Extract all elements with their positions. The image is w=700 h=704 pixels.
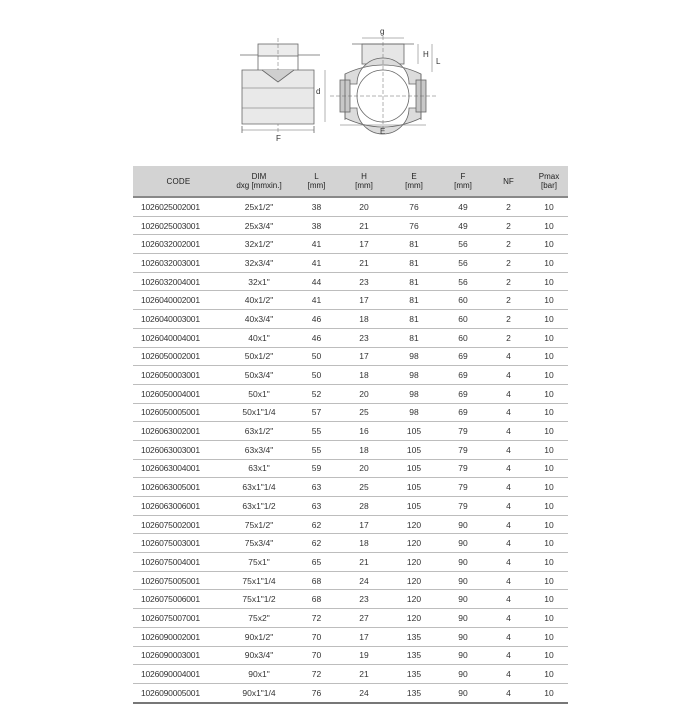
cell-pmax: 10 [530,235,568,254]
cell-dim: 50x1/2" [224,347,294,366]
cell-l: 50 [294,366,339,385]
cell-l: 41 [294,291,339,310]
cell-e: 135 [389,665,439,684]
cell-f: 69 [439,384,487,403]
table-row [133,440,568,459]
cell-dim: 75x1" [224,553,294,572]
table-row [133,235,568,254]
cell-h: 25 [339,403,389,422]
cell-pmax: 10 [530,272,568,291]
cell-f: 69 [439,403,487,422]
cell-e: 98 [389,384,439,403]
table-row [133,347,568,366]
cell-h: 18 [339,310,389,329]
table-row [133,571,568,590]
cell-l: 50 [294,347,339,366]
cell-dim: 40x1/2" [224,291,294,310]
cell-l: 68 [294,571,339,590]
cell-e: 120 [389,553,439,572]
cell-nf: 4 [487,422,530,441]
cell-code: 1026090004001 [133,665,224,684]
cell-l: 38 [294,197,339,216]
cell-l: 52 [294,384,339,403]
cell-dim: 75x1/2" [224,515,294,534]
cell-f: 69 [439,366,487,385]
cell-l: 68 [294,590,339,609]
cell-code: 1026025003001 [133,216,224,235]
cell-code: 1026090003001 [133,646,224,665]
cell-nf: 4 [487,571,530,590]
cell-f: 90 [439,683,487,702]
cell-h: 17 [339,347,389,366]
cell-h: 21 [339,553,389,572]
cell-f: 60 [439,310,487,329]
cell-nf: 4 [487,478,530,497]
cell-h: 18 [339,534,389,553]
cell-dim: 75x3/4" [224,534,294,553]
cell-e: 81 [389,310,439,329]
cell-e: 105 [389,422,439,441]
cell-e: 81 [389,235,439,254]
header-nf: NF [487,166,530,197]
cell-code: 1026075005001 [133,571,224,590]
dim-label-h: H [423,50,429,59]
specification-table [133,166,568,704]
table-row [133,422,568,441]
cell-nf: 4 [487,590,530,609]
cell-l: 55 [294,422,339,441]
cell-nf: 4 [487,366,530,385]
cell-h: 25 [339,478,389,497]
cell-nf: 2 [487,235,530,254]
table-row [133,310,568,329]
cell-f: 79 [439,497,487,516]
cell-h: 17 [339,515,389,534]
cell-code: 1026063006001 [133,497,224,516]
cell-h: 19 [339,646,389,665]
cell-l: 46 [294,328,339,347]
cell-h: 18 [339,440,389,459]
cell-l: 55 [294,440,339,459]
cell-h: 17 [339,291,389,310]
cell-pmax: 10 [530,422,568,441]
table-row [133,216,568,235]
table-row [133,627,568,646]
cell-l: 41 [294,254,339,273]
header-pmax: Pmax [bar] [530,166,568,197]
cell-code: 1026032002001 [133,235,224,254]
cell-nf: 4 [487,347,530,366]
cell-h: 17 [339,235,389,254]
cell-nf: 2 [487,216,530,235]
cell-code: 1026050002001 [133,347,224,366]
cell-code: 1026075007001 [133,609,224,628]
cell-l: 57 [294,403,339,422]
dim-label-e: E [380,127,386,136]
cell-pmax: 10 [530,384,568,403]
cell-nf: 4 [487,627,530,646]
cell-pmax: 10 [530,515,568,534]
cell-f: 56 [439,272,487,291]
cell-pmax: 10 [530,459,568,478]
table-row [133,366,568,385]
cell-dim: 63x1"1/4 [224,478,294,497]
cell-l: 41 [294,235,339,254]
table-row [133,197,568,216]
cell-nf: 2 [487,272,530,291]
cell-h: 20 [339,459,389,478]
cell-e: 76 [389,216,439,235]
cell-code: 1026075006001 [133,590,224,609]
cell-pmax: 10 [530,590,568,609]
cell-dim: 32x1" [224,272,294,291]
cell-nf: 4 [487,515,530,534]
table-row [133,403,568,422]
dim-label-f: F [276,134,281,143]
cell-f: 79 [439,422,487,441]
cell-pmax: 10 [530,683,568,702]
table-row [133,534,568,553]
table-row [133,609,568,628]
cell-pmax: 10 [530,534,568,553]
cell-e: 120 [389,515,439,534]
cell-dim: 32x1/2" [224,235,294,254]
cell-nf: 4 [487,665,530,684]
cell-h: 24 [339,571,389,590]
cell-code: 1026050004001 [133,384,224,403]
cell-code: 1026063003001 [133,440,224,459]
cell-nf: 4 [487,646,530,665]
cell-code: 1026063005001 [133,478,224,497]
cell-e: 105 [389,440,439,459]
cell-e: 81 [389,328,439,347]
cell-dim: 40x3/4" [224,310,294,329]
cell-dim: 63x1"1/2 [224,497,294,516]
table-row [133,665,568,684]
cell-e: 81 [389,254,439,273]
cell-l: 63 [294,497,339,516]
cell-code: 1026075004001 [133,553,224,572]
saddle-fitting-drawing [0,0,700,160]
cell-l: 62 [294,515,339,534]
cell-pmax: 10 [530,571,568,590]
cell-dim: 50x1"1/4 [224,403,294,422]
cell-pmax: 10 [530,646,568,665]
cell-nf: 4 [487,403,530,422]
cell-code: 1026040002001 [133,291,224,310]
table-row [133,272,568,291]
cell-pmax: 10 [530,216,568,235]
cell-l: 65 [294,553,339,572]
cell-dim: 50x3/4" [224,366,294,385]
cell-f: 90 [439,553,487,572]
cell-f: 90 [439,646,487,665]
cell-h: 21 [339,665,389,684]
cell-code: 1026032004001 [133,272,224,291]
table-row [133,590,568,609]
cell-pmax: 10 [530,366,568,385]
table-row [133,478,568,497]
cell-pmax: 10 [530,310,568,329]
cell-pmax: 10 [530,609,568,628]
cell-h: 16 [339,422,389,441]
header-e: E [mm] [389,166,439,197]
cell-l: 70 [294,627,339,646]
cell-pmax: 10 [530,254,568,273]
cell-h: 20 [339,384,389,403]
cell-code: 1026040004001 [133,328,224,347]
cell-f: 90 [439,627,487,646]
cell-e: 105 [389,497,439,516]
cell-f: 90 [439,515,487,534]
cell-code: 1026090005001 [133,683,224,702]
table-header-row [133,166,568,197]
cell-h: 24 [339,683,389,702]
cell-h: 21 [339,254,389,273]
cell-h: 21 [339,216,389,235]
cell-f: 79 [439,459,487,478]
cell-nf: 4 [487,683,530,702]
header-h: H [mm] [339,166,389,197]
cell-l: 38 [294,216,339,235]
table-row [133,384,568,403]
cell-f: 49 [439,197,487,216]
cell-dim: 75x1"1/4 [224,571,294,590]
cell-pmax: 10 [530,440,568,459]
cell-h: 23 [339,272,389,291]
cell-dim: 75x2" [224,609,294,628]
side-view [240,38,320,133]
dim-label-d: d [316,87,321,96]
header-f: F [mm] [439,166,487,197]
cell-f: 60 [439,291,487,310]
cell-dim: 63x1" [224,459,294,478]
cell-h: 23 [339,328,389,347]
cell-dim: 25x3/4" [224,216,294,235]
cell-nf: 4 [487,459,530,478]
cell-nf: 2 [487,310,530,329]
cell-dim: 40x1" [224,328,294,347]
technical-drawing [0,0,700,160]
cell-l: 62 [294,534,339,553]
cell-nf: 2 [487,328,530,347]
cell-h: 20 [339,197,389,216]
table-row [133,459,568,478]
cell-code: 1026075003001 [133,534,224,553]
cell-h: 27 [339,609,389,628]
cell-nf: 4 [487,440,530,459]
cell-l: 76 [294,683,339,702]
cell-e: 81 [389,272,439,291]
cell-e: 98 [389,366,439,385]
cell-dim: 63x3/4" [224,440,294,459]
table-row [133,254,568,273]
cell-dim: 90x1" [224,665,294,684]
cell-dim: 32x3/4" [224,254,294,273]
cell-code: 1026063002001 [133,422,224,441]
cell-f: 90 [439,590,487,609]
cell-l: 63 [294,478,339,497]
cell-f: 56 [439,254,487,273]
cell-e: 98 [389,403,439,422]
cell-dim: 63x1/2" [224,422,294,441]
cell-pmax: 10 [530,347,568,366]
cell-l: 70 [294,646,339,665]
cell-dim: 25x1/2" [224,197,294,216]
cell-nf: 4 [487,384,530,403]
table-row [133,515,568,534]
table-row [133,553,568,572]
table-body [133,197,568,703]
cell-h: 28 [339,497,389,516]
table-row [133,646,568,665]
table-row [133,291,568,310]
cell-nf: 2 [487,197,530,216]
cell-nf: 2 [487,291,530,310]
cell-dim: 90x1"1/4 [224,683,294,702]
cell-e: 120 [389,590,439,609]
cell-pmax: 10 [530,197,568,216]
cell-code: 1026063004001 [133,459,224,478]
cell-e: 135 [389,683,439,702]
cell-f: 90 [439,534,487,553]
cell-nf: 4 [487,609,530,628]
cell-code: 1026040003001 [133,310,224,329]
header-dim: DIM dxg [mmxin.] [224,166,294,197]
cell-f: 49 [439,216,487,235]
cell-nf: 4 [487,553,530,572]
cell-code: 1026025002001 [133,197,224,216]
cell-e: 120 [389,534,439,553]
cell-h: 17 [339,627,389,646]
cell-l: 72 [294,665,339,684]
cell-dim: 50x1" [224,384,294,403]
cell-pmax: 10 [530,553,568,572]
cell-e: 76 [389,197,439,216]
cell-pmax: 10 [530,478,568,497]
cell-e: 135 [389,627,439,646]
cell-pmax: 10 [530,497,568,516]
cell-h: 23 [339,590,389,609]
front-view [325,36,436,134]
cell-code: 1026050003001 [133,366,224,385]
cell-l: 59 [294,459,339,478]
cell-code: 1026032003001 [133,254,224,273]
cell-f: 90 [439,609,487,628]
cell-f: 79 [439,440,487,459]
cell-pmax: 10 [530,627,568,646]
cell-h: 18 [339,366,389,385]
cell-nf: 4 [487,534,530,553]
cell-e: 105 [389,459,439,478]
cell-l: 72 [294,609,339,628]
header-l: L [mm] [294,166,339,197]
cell-f: 60 [439,328,487,347]
header-code: CODE [133,166,224,197]
cell-f: 90 [439,665,487,684]
cell-code: 1026075002001 [133,515,224,534]
cell-e: 98 [389,347,439,366]
cell-pmax: 10 [530,328,568,347]
cell-e: 120 [389,571,439,590]
table-row [133,497,568,516]
dim-label-g: g [380,27,385,36]
cell-dim: 90x3/4" [224,646,294,665]
cell-nf: 2 [487,254,530,273]
cell-l: 44 [294,272,339,291]
cell-f: 79 [439,478,487,497]
dim-label-l: L [436,57,441,66]
cell-f: 90 [439,571,487,590]
cell-e: 135 [389,646,439,665]
cell-e: 105 [389,478,439,497]
cell-e: 81 [389,291,439,310]
cell-pmax: 10 [530,291,568,310]
cell-dim: 90x1/2" [224,627,294,646]
cell-pmax: 10 [530,665,568,684]
cell-l: 46 [294,310,339,329]
cell-code: 1026050005001 [133,403,224,422]
cell-f: 69 [439,347,487,366]
cell-e: 120 [389,609,439,628]
cell-pmax: 10 [530,403,568,422]
cell-f: 56 [439,235,487,254]
cell-code: 1026090002001 [133,627,224,646]
cell-nf: 4 [487,497,530,516]
table-row [133,328,568,347]
cell-dim: 75x1"1/2 [224,590,294,609]
